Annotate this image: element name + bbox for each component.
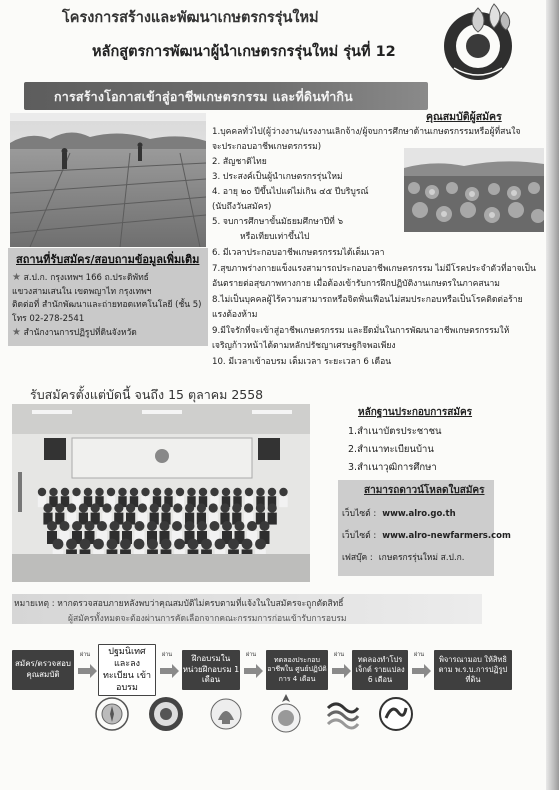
person-head: [53, 539, 64, 550]
crest-icon: [208, 696, 244, 732]
person-head: [199, 488, 207, 496]
person-head: [245, 488, 253, 496]
person-head: [91, 503, 100, 512]
person-head: [107, 539, 118, 550]
person-head: [95, 488, 103, 496]
person-head: [114, 503, 123, 512]
step-apply: สมัคร/ตรวจสอบคุณสมบัติ: [12, 650, 74, 690]
qualification-item: จะประกอบอาชีพเกษตรกรรม): [212, 142, 322, 152]
qualification-item: 5. จบการศึกษาขั้นมัธยมศึกษาปีที่ ๖: [212, 217, 344, 227]
arrow-right-icon: [158, 660, 180, 682]
person-head: [67, 503, 76, 512]
arrow-label: ผ่าน: [334, 652, 345, 658]
person-head: [66, 539, 77, 550]
person-head: [38, 488, 46, 496]
contact-address-2: แขวงสามเสนใน เขตพญาไท กรุงเทพฯ: [12, 287, 152, 297]
star-icon: ★: [12, 327, 21, 338]
qualification-item: เจริญก้าวหน้าได้ตามหลักปรัชญาเศรษฐกิจพอเพียง: [212, 341, 396, 351]
qualification-item: (นับถึงวันสมัคร): [212, 202, 272, 212]
person-head: [120, 539, 131, 550]
person-head: [135, 521, 145, 531]
document-item: 3.สำเนาวุฒิการศึกษา: [348, 462, 437, 473]
person-head: [197, 503, 206, 512]
person-head: [222, 488, 230, 496]
person-head: [126, 503, 135, 512]
qualification-item: 6. มีเวลาประกอบอาชีพเกษตรกรรมได้เต็มเวลา: [212, 248, 385, 258]
person-head: [173, 503, 182, 512]
person-head: [185, 503, 194, 512]
person-head: [215, 539, 226, 550]
contact-provincial-office: สำนักงานการปฏิรูปที่ดินจังหวัด: [23, 328, 137, 338]
person-head: [153, 488, 161, 496]
step-trial-plot: ทดลองทำโปรเจ็กต์ รายแปลง 6 เดือน: [352, 650, 408, 690]
remark-box: [12, 594, 482, 624]
person-head: [130, 488, 138, 496]
person-head: [172, 521, 182, 531]
person-head: [247, 521, 257, 531]
contact-office: ติดต่อที่ สำนักพัฒนาและถ่ายทอดเทคโนโลยี (ชั้น 5): [12, 300, 202, 310]
person-head: [147, 521, 157, 531]
qualification-item: หรือเทียบเท่าขึ้นไป: [240, 232, 310, 242]
website-row: [342, 506, 456, 520]
person-head: [118, 488, 126, 496]
qualification-item: 8.ไม่เป็นบุคคลผู้ไร้ความสามารถหรือจิตฟั่นเฟือนไม่สมประกอบหรือเป็นโรคติดต่อร้าย: [212, 295, 523, 305]
person-head: [210, 488, 218, 496]
person-head: [232, 503, 241, 512]
person-head: [72, 521, 82, 531]
website-label: เว็บไซต์ :: [342, 531, 377, 541]
arrow-right-icon: [76, 660, 98, 682]
step-training: ฝึกอบรมใน หน่วยฝึกอบรม 1 เดือน: [182, 650, 240, 690]
qualification-item: 9.มีใจรักที่จะเข้าสู่อาชีพเกษตรกรรม และยึดมั่นในการพัฒนาอาชีพเกษตรกรรมให้: [212, 326, 510, 336]
person-body: [279, 496, 287, 507]
person-head: [141, 488, 149, 496]
farm-field-photo: [10, 113, 206, 247]
qualification-item: 10. มีเวลาเข้าอบรม เต็มเวลา ระยะเวลา 6 เดือน: [212, 357, 392, 367]
facebook-label: เฟสบุ๊ค :: [342, 553, 373, 563]
qualification-item: อันตรายต่อสุขภาพทางกาย เมื่อต้องเข้ารับการฝึกปฏิบัติงานเกษตรในภาคสนาม: [212, 279, 500, 289]
person-head: [164, 488, 172, 496]
arrow-label: ผ่าน: [80, 652, 91, 658]
step-orientation: ปฐมนิเทศ และลงทะเบียน เข้าอบรม: [98, 644, 156, 696]
qualifications-title: คุณสมบัติผู้สมัคร: [426, 111, 502, 123]
person-head: [233, 488, 241, 496]
scan-edge: [546, 0, 559, 790]
website-row: [342, 528, 511, 542]
download-title: สามารถดาวน์โหลดใบสมัคร: [364, 485, 485, 496]
contact-title: สถานที่รับสมัคร/สอบถามข้อมูลเพิ่มเติม: [16, 253, 200, 266]
agency-logo-icon: [378, 696, 414, 732]
ministry-seal-icon: [148, 696, 184, 732]
person-body: [268, 513, 277, 525]
remark-line-2: ผู้สมัครทั้งหมดจะต้องผ่านการคัดเลือกจากคณะกรรมการก่อนเข้ารับการอบรม: [68, 614, 347, 624]
vegetable-field-photo: [404, 148, 544, 232]
person-head: [84, 488, 92, 496]
website-label: เว็บไซต์ :: [342, 509, 377, 519]
person-head: [107, 488, 115, 496]
person-head: [138, 503, 147, 512]
contact-panel: [8, 248, 208, 346]
person-head: [47, 521, 57, 531]
person-head: [80, 539, 91, 550]
arrow-right-icon: [242, 660, 264, 682]
download-panel: [338, 480, 511, 576]
arrow-label: ผ่าน: [246, 652, 257, 658]
person-head: [242, 539, 253, 550]
website-link-1[interactable]: www.alro.go.th: [382, 509, 456, 519]
documents-title: หลักฐานประกอบการสมัคร: [358, 407, 473, 418]
person-head: [256, 488, 264, 496]
page-subtitle: หลักสูตรการพัฒนาผู้นำเกษตรกรรุ่นใหม่ รุ่นที่ 12: [92, 44, 396, 60]
contact-address-1: ส.ป.ก. กรุงเทพฯ 166 ถ.ประดิพัทธ์: [23, 273, 149, 283]
registration-deadline: รับสมัครตั้งแต่บัดนี้ จนถึง 15 ตุลาคม 2558: [30, 387, 264, 402]
person-head: [279, 488, 287, 496]
document-item: 1.สำเนาบัตรประชาชน: [348, 426, 442, 437]
person-head: [161, 503, 170, 512]
contact-line: [12, 325, 137, 339]
person-head: [60, 521, 70, 531]
person-head: [147, 539, 158, 550]
person-head: [102, 503, 111, 512]
person-head: [185, 521, 195, 531]
qualification-item: 2. สัญชาติไทย: [212, 157, 267, 167]
banner-text: การสร้างโอกาสเข้าสู่อาชีพเกษตรกรรม และที่ดินทำกิน: [54, 89, 353, 104]
qualification-item: 3. ประสงค์เป็นผู้นำเกษตรกรรุ่นใหม่: [212, 172, 343, 182]
person-head: [79, 503, 88, 512]
person-head: [255, 539, 266, 550]
page-title: โครงการสร้างและพัฒนาเกษตรกรรุ่นใหม่: [62, 10, 319, 26]
person-head: [268, 503, 277, 512]
arrow-right-icon: [410, 660, 432, 682]
person-head: [201, 539, 212, 550]
person-head: [72, 488, 80, 496]
person-head: [160, 521, 170, 531]
person-head: [97, 521, 107, 531]
person-head: [174, 539, 185, 550]
person-head: [188, 539, 199, 550]
royal-emblem-icon: [268, 692, 304, 734]
remark-line-1: หมายเหตุ : หากตรวจสอบภายหลังพบว่าคุณสมบัติไม่ครบตามที่แจ้งในใบสมัครจะถูกตัดสิทธิ์: [14, 599, 344, 609]
person-head: [150, 503, 159, 512]
headline-banner: [24, 82, 428, 110]
person-head: [85, 521, 95, 531]
person-head: [210, 521, 220, 531]
project-logo-icon: [434, 2, 520, 82]
arrow-label: ผ่าน: [162, 652, 173, 658]
person-head: [110, 521, 120, 531]
group-photo: [12, 404, 310, 582]
qualification-item: 1.บุคคลทั่วไป(ผู้ว่างงาน/แรงงานเลิกจ้าง/ผู้จบการศึกษาด้านเกษตรกรรมหรือผู้ที่สนใจ: [212, 127, 521, 137]
person-head: [244, 503, 253, 512]
wave-logo-icon: [324, 696, 360, 732]
person-head: [122, 521, 132, 531]
person-head: [61, 488, 69, 496]
arrow-label: ผ่าน: [414, 652, 425, 658]
person-head: [43, 503, 52, 512]
qualification-item: 4. อายุ ๒๐ ปีขึ้นไปแต่ไม่เกิน ๔๕ ปีบริบูรณ์: [212, 187, 369, 197]
star-icon: ★: [12, 272, 21, 283]
person-head: [228, 539, 239, 550]
person-head: [161, 539, 172, 550]
person-head: [134, 539, 145, 550]
alro-seal-icon: [94, 696, 130, 732]
person-head: [220, 503, 229, 512]
document-item: 2.สำเนาทะเบียนบ้าน: [348, 444, 434, 455]
website-link-2[interactable]: www.alro-newfarmers.com: [382, 531, 511, 541]
person-head: [256, 503, 265, 512]
qualification-item: 7.สุขภาพร่างกายแข็งแรงสามารถประกอบอาชีพเกษตรกรรม ไม่มีโรคประจำตัวที่อาจเป็น: [212, 264, 536, 274]
facebook-row: [342, 550, 465, 564]
contact-phone: โทร 02-278-2541: [12, 314, 85, 324]
person-head: [197, 521, 207, 531]
person-head: [176, 488, 184, 496]
facebook-link[interactable]: เกษตรกรรุ่นใหม่ ส.ป.ก.: [378, 553, 465, 563]
person-head: [235, 521, 245, 531]
step-land-rights: พิจารณามอบ ให้สิทธิตาม พ.ร.บ.การปฏิรูปที่ดิน: [434, 650, 512, 690]
person-head: [209, 503, 218, 512]
person-head: [93, 539, 104, 550]
person-head: [260, 521, 270, 531]
person-head: [268, 488, 276, 496]
qualification-item: แรงต้องห้าม: [212, 310, 258, 320]
person-head: [187, 488, 195, 496]
contact-line: [12, 270, 149, 284]
arrow-right-icon: [330, 660, 352, 682]
person-head: [49, 488, 57, 496]
step-trial-center: ทดลองประกอบอาชีพใน ศูนย์ปฏิบัติการ 4 เดือน: [266, 650, 328, 690]
person-head: [222, 521, 232, 531]
person-head: [55, 503, 64, 512]
